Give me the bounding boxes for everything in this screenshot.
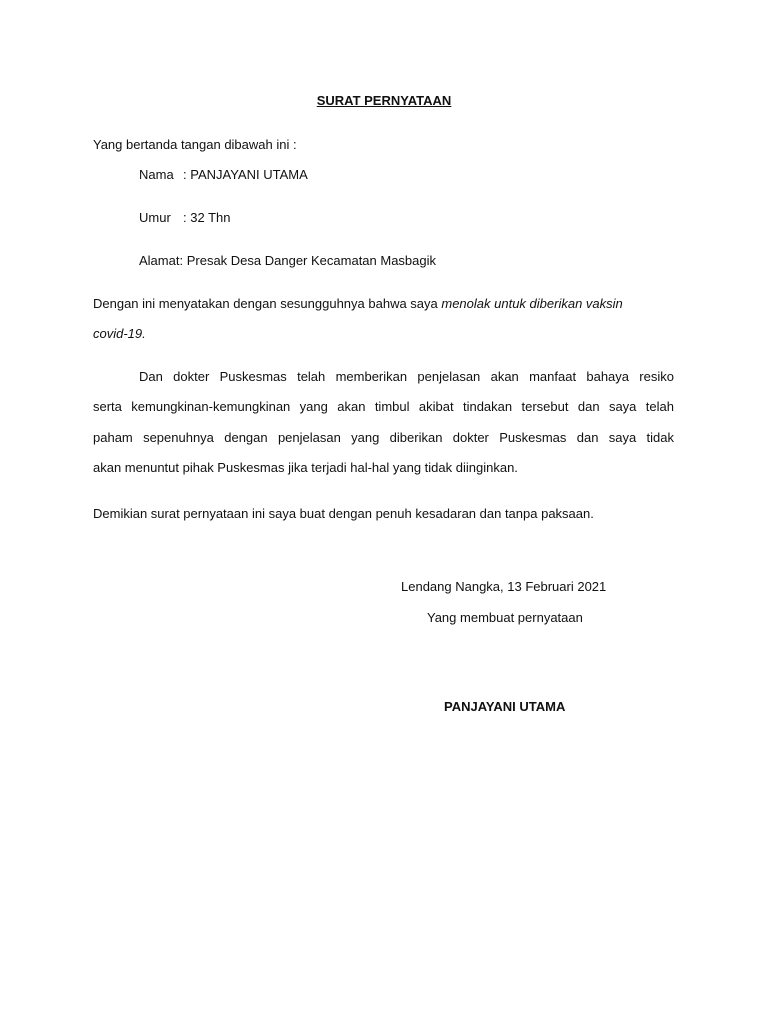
statement-line-1 — [93, 296, 623, 311]
field-nama — [139, 167, 308, 182]
field-nama-separator: : — [183, 167, 187, 182]
signature-place-date: Lendang Nangka, 13 Februari 2021 — [401, 579, 607, 594]
field-alamat-separator: : — [179, 253, 184, 268]
field-nama-value: PANJAYANI UTAMA — [190, 167, 308, 182]
statement-italic-2: covid-19. — [93, 326, 146, 341]
paragraph-line-3: paham sepenuhnya dengan penjelasan yang diberikan dokter Puskesmas dan saya tidak — [93, 430, 674, 445]
field-umur — [139, 210, 231, 225]
field-umur-label: Umur — [139, 210, 171, 225]
field-umur-value: 32 Thn — [190, 210, 231, 225]
statement-italic-1: menolak untuk diberikan vaksin — [441, 296, 623, 311]
signature-name: PANJAYANI UTAMA — [444, 699, 566, 714]
paragraph-line-4: akan menuntut pihak Puskesmas jika terjadi hal-hal yang tidak diinginkan. — [93, 460, 518, 475]
field-nama-label: Nama — [139, 167, 174, 182]
field-alamat-label: Alamat — [139, 253, 180, 268]
field-alamat — [139, 253, 436, 268]
intro-text: Yang bertanda tangan dibawah ini : — [93, 137, 297, 152]
statement-line-2 — [93, 326, 146, 341]
field-alamat-value: Presak Desa Danger Kecamatan Masbagik — [186, 253, 437, 268]
closing-text: Demikian surat pernyataan ini saya buat dengan penuh kesadaran dan tanpa paksaan. — [93, 506, 594, 521]
paragraph-line-1: Dan dokter Puskesmas telah memberikan penjelasan akan manfaat bahaya resiko — [139, 369, 674, 384]
statement-prefix: Dengan ini menyatakan dengan sesungguhnya bahwa saya — [93, 296, 442, 311]
paragraph-line-2: serta kemungkinan-kemungkinan yang akan timbul akibat tindakan tersebut dan saya telah — [93, 399, 674, 414]
letter-title: SURAT PERNYATAAN — [316, 93, 452, 108]
signature-role: Yang membuat pernyataan — [427, 610, 583, 625]
field-umur-separator: : — [183, 210, 187, 225]
